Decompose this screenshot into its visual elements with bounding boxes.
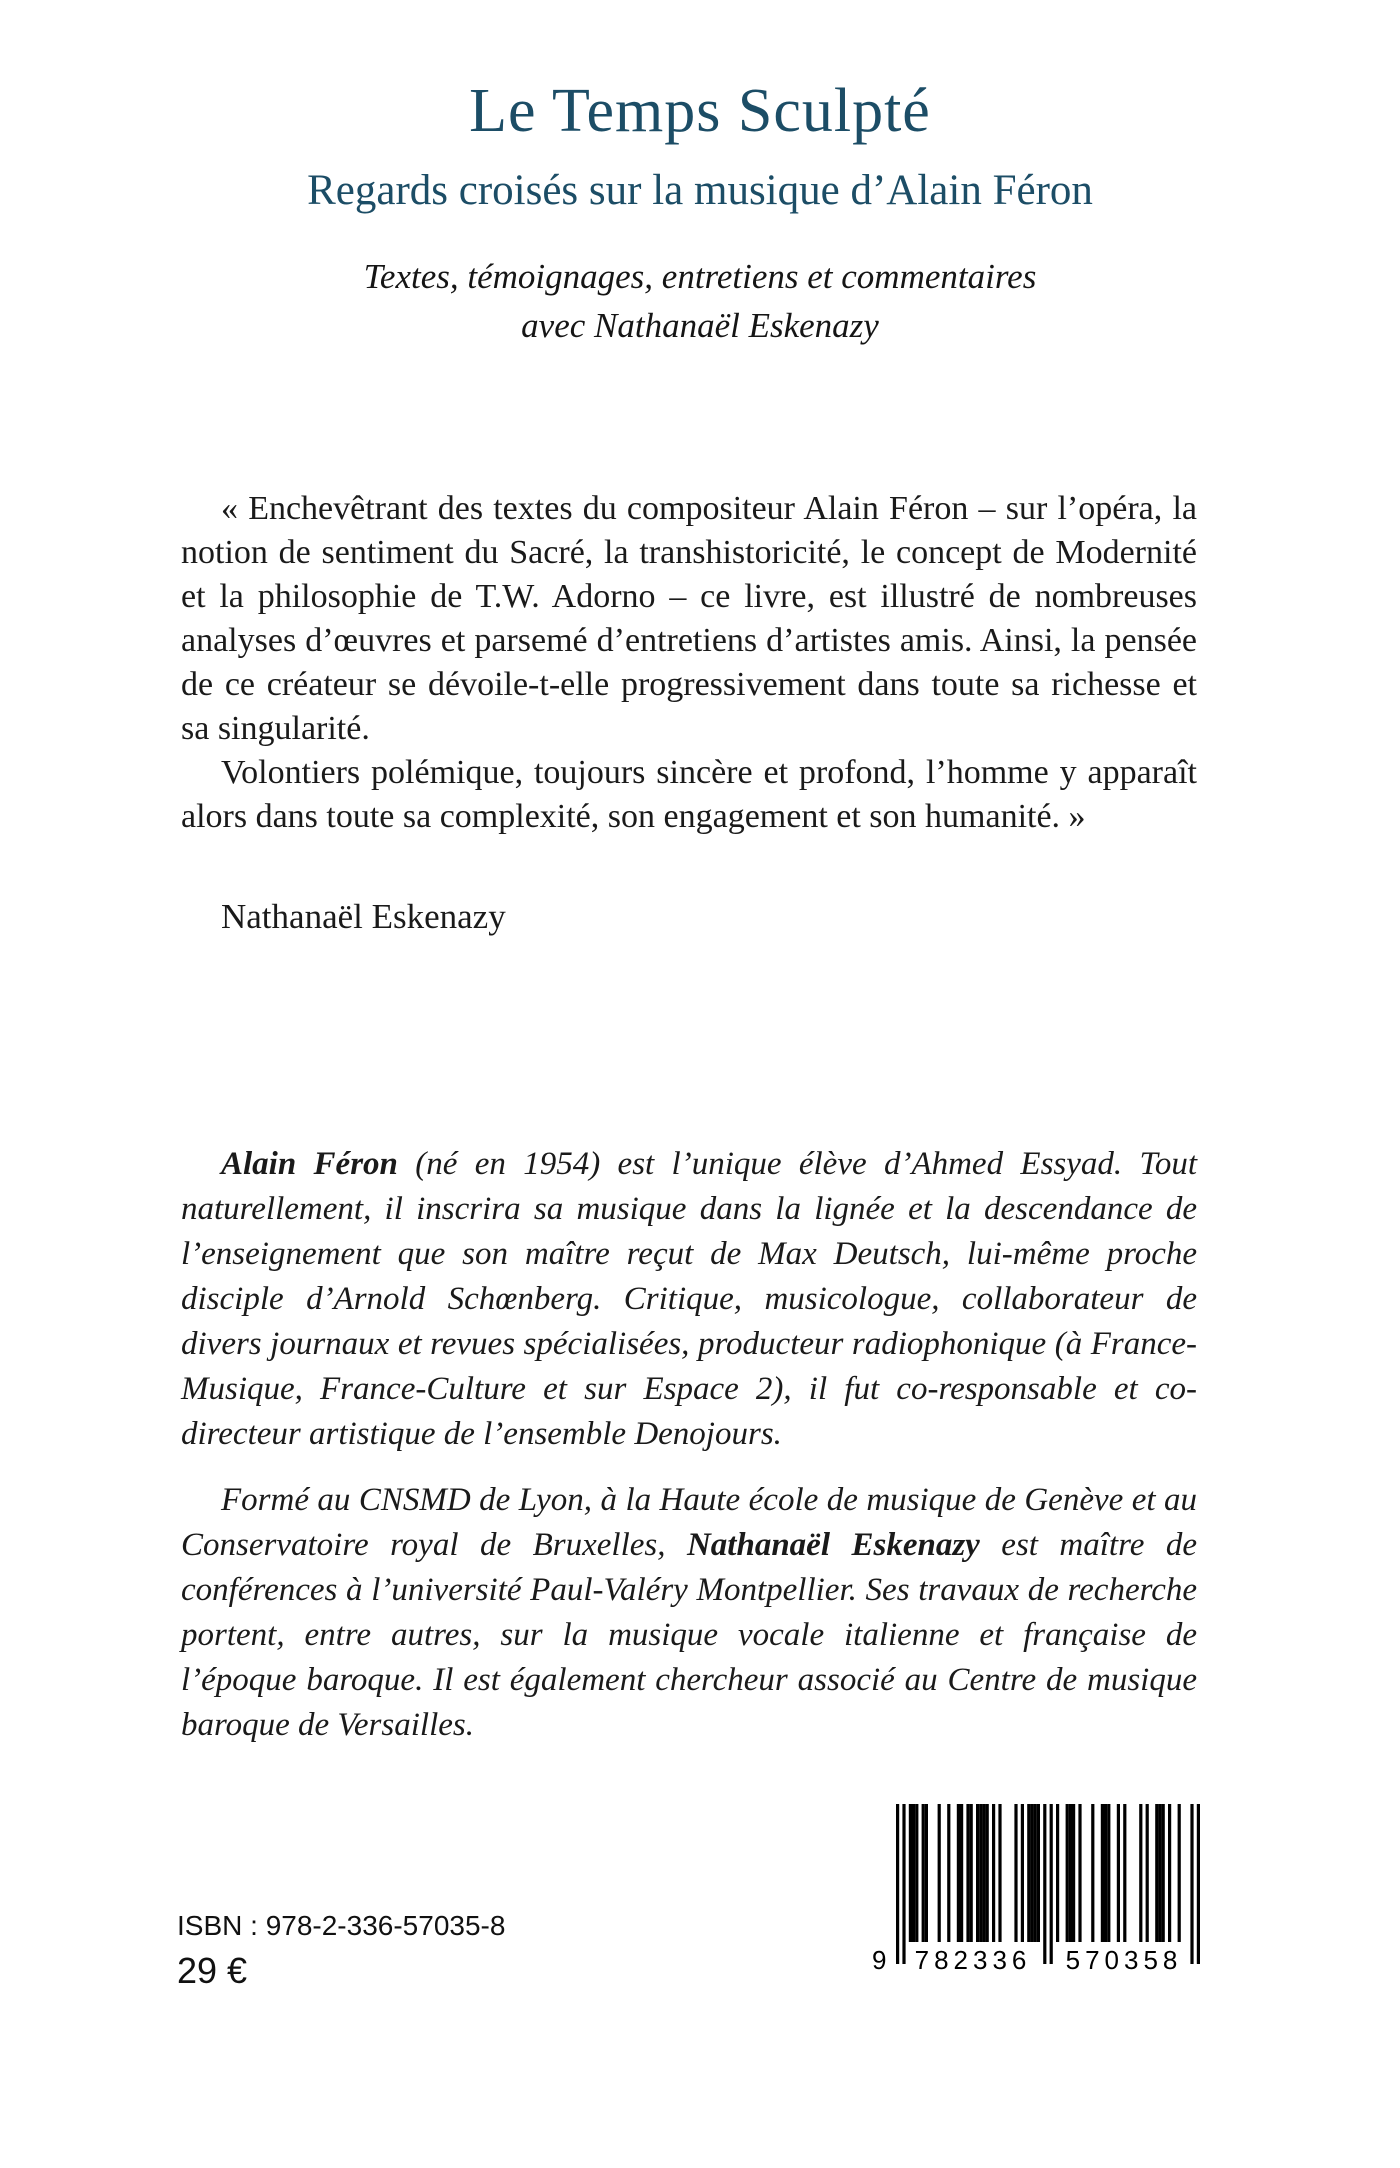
book-title: Le Temps Sculpté xyxy=(469,77,931,145)
bio2-author-name: Nathanaël Eskenazy xyxy=(686,1527,980,1563)
blurb-author: Nathanaël Eskenazy xyxy=(221,897,506,936)
barcode-digit-first: 9 xyxy=(872,1945,887,1975)
bio1-author-name: Alain Féron xyxy=(221,1146,398,1182)
barcode-digits-left: 782336 xyxy=(914,1945,1032,1975)
bio-alain-feron xyxy=(181,1142,1197,1457)
price-text: 29 € xyxy=(177,1950,248,1991)
tagline-line-1: Textes, témoignages, entretiens et commentaires xyxy=(363,257,1037,296)
barcode-digits-right: 570358 xyxy=(1065,1945,1183,1975)
blurb-paragraph-2: Volontiers polémique, toujours sincère et profond, l’homme y apparaît alors dans toute sa complexité, son engagement et son humanité. » xyxy=(181,754,1197,835)
bio-nathanael-eskenazy xyxy=(181,1478,1197,1748)
bio1-text: (né en 1954) est l’unique élève d’Ahmed Essyad. Tout naturellement, il inscrira sa musique dans la lignée et la descendance de l’enseignement que son maître reçut de Max Deutsch, lui-même proche disciple d’Arnold Schœnberg. Critique, musicologue, collaborateur de divers journaux et revues spécialisées, producteur radiophonique (à France-Musique, France-Culture et sur Espace 2), il fut co-responsable et co-directeur artistique de l’ensemble Denojours. xyxy=(181,1146,1197,1452)
barcode-bars xyxy=(896,1804,1202,1968)
bio2-text-post: est maître de conférences à l’université Paul-Valéry Montpellier. Ses travaux de recherche portent, entre autres, sur la musique vocale italienne et française de l’époque baroque. Il est également chercheur associé au Centre de musique baroque de Versailles. xyxy=(181,1527,1197,1743)
book-subtitle: Regards croisés sur la musique d’Alain Féron xyxy=(307,167,1093,214)
tagline-line-2: avec Nathanaël Eskenazy xyxy=(521,306,879,345)
blurb-paragraph-1: « Enchevêtrant des textes du compositeur Alain Féron – sur l’opéra, la notion de sentiment du Sacré, la transhistoricité, le concept de Modernité et la philosophie de T.W. Adorno – ce livre, est illustré de nombreuses analyses d’œuvres et parsemé d’entretiens d’artistes amis. Ainsi, la pensée de ce créateur se dévoile-t-elle progressivement dans toute sa richesse et sa singularité. xyxy=(181,490,1197,747)
tagline xyxy=(0,252,1400,350)
isbn-text: ISBN : 978-2-336-57035-8 xyxy=(177,1910,506,1941)
barcode xyxy=(872,1804,1212,1978)
bio2-text-pre: Formé au CNSMD de Lyon, à la Haute école de musique de Genève et au Conservatoire royal de Bruxelles, xyxy=(181,1482,1197,1563)
back-cover-blurb xyxy=(181,487,1197,839)
